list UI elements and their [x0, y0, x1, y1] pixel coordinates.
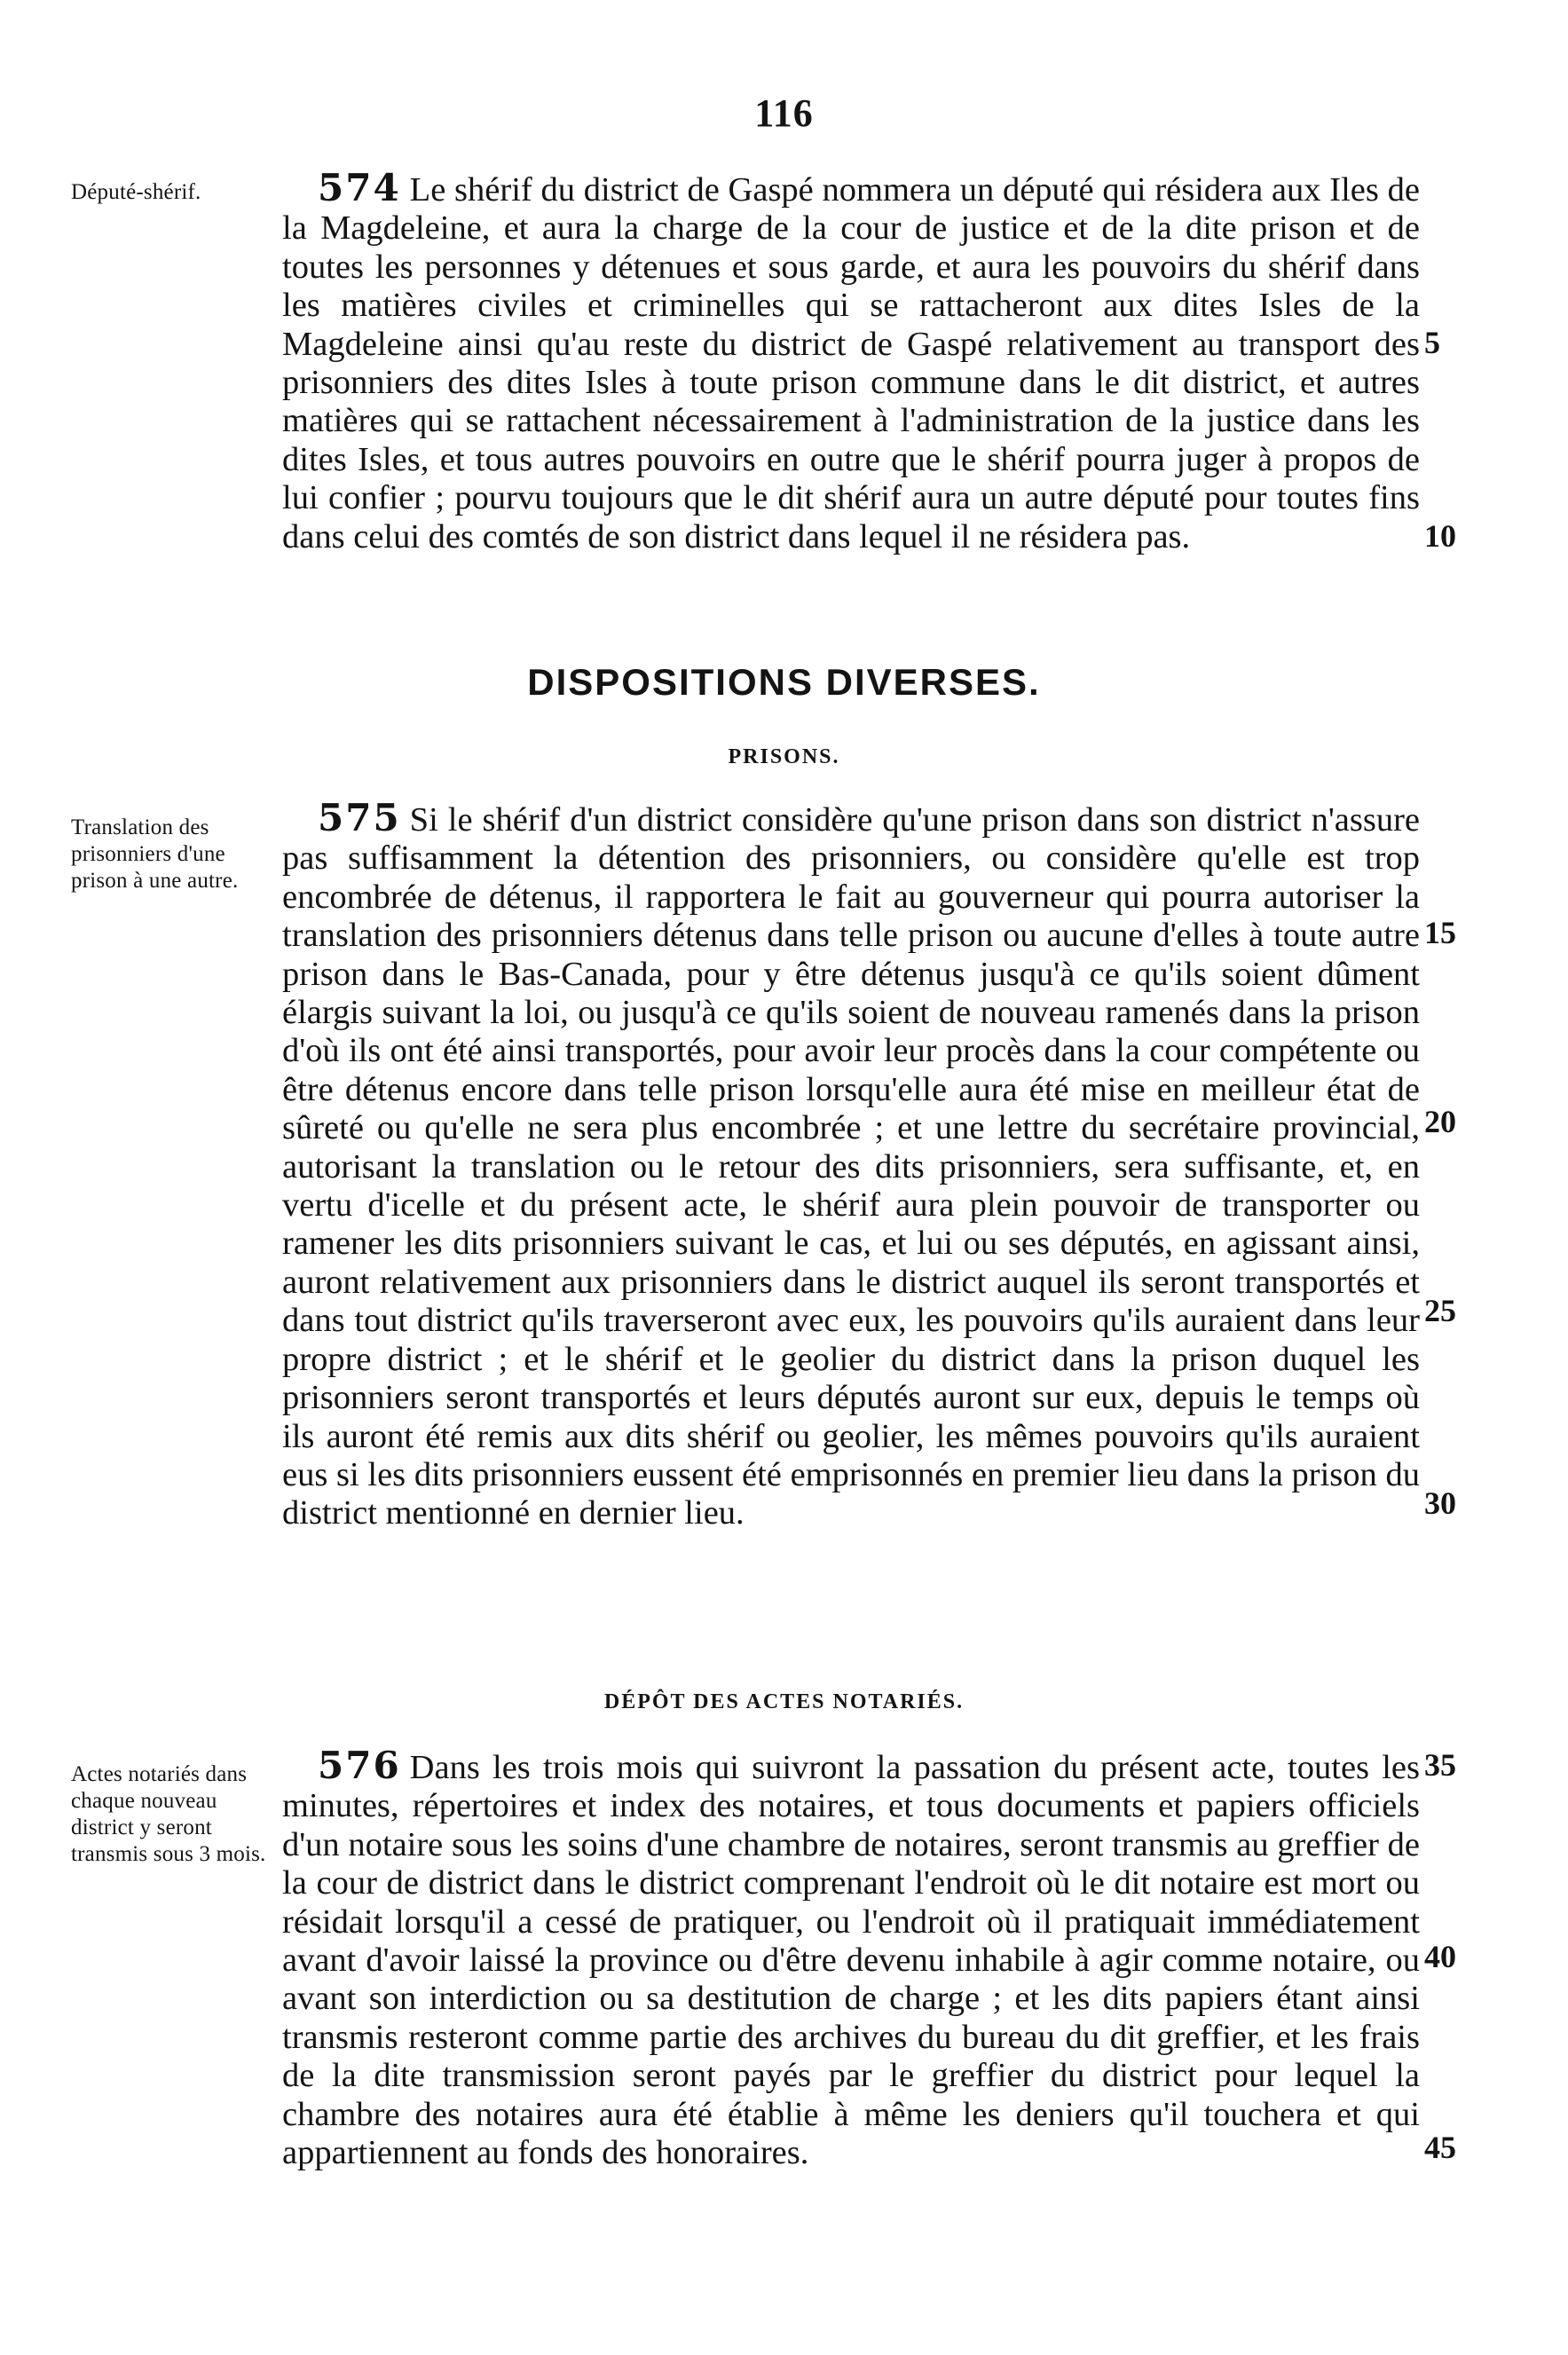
- section-575-body: Si le shérif d'un district considère qu'une prison dans son district n'assure pas suffisamment la détention des prisonniers, ou considère qu'elle est trop encombrée de détenus, il rapportera le fait au gouverneur qui pourra autoriser la translation des prisonniers détenus dans telle prison ou aucune d'elles à toute autre prison dans le Bas-Canada, pour y être détenus jusqu'à ce qu'ils soient dûment élargis suivant la loi, ou jusqu'à ce qu'ils soient de nouveau ramenés dans la prison d'où ils ont été ainsi transportés, pour avoir leur procès dans la cour compétente ou être détenus encore dans telle prison lorsqu'elle aura été mise en meilleur état de sûreté ou qu'elle ne sera plus encombrée ; et une lettre du secrétaire provincial, autorisant la translation ou le retour des dits prisonniers, sera suffisante, et, en vertu d'icelle et du présent acte, le shérif aura plein pouvoir de transporter ou ramener les dits prisonniers suivant le cas, et lui ou ses députés, en agissant ainsi, auront relativement aux prisonniers dans le district auquel ils seront transportés et dans tout district qu'ils traverseront avec eux, les pouvoirs qu'ils auraient dans leur propre district ; et le shérif et le geolier du district dans la prison duquel les prisonniers seront transportés et leurs députés auront sur eux, depuis le temps où ils auront été remis aux dits shérif ou geolier, les mêmes pouvoirs qu'ils auraient eus si les dits prisonniers eussent été emprisonnés en premier lieu dans la prison du district mentionné en dernier lieu.: [282, 801, 1420, 1532]
- line-number: 15: [1424, 915, 1456, 950]
- line-number: 40: [1424, 1939, 1456, 1974]
- heading-depot-actes-notaries: DÉPÔT DES ACTES NOTARIÉS.: [603, 1690, 965, 1713]
- section-574-body: Le shérif du district de Gaspé nommera un député qui résidera aux Iles de la Magdeleine, et aura la charge de la cour de justice et de la dite prison et de toutes les personnes y détenues et sous garde, et aura les pouvoirs du shérif dans les matières civiles et criminelles qui se rattacheront aux dites Isles de la Magdeleine ainsi qu'au reste du district de Gaspé relativement au transport des prisonniers des dites Isles à toute prison commune dans le dit district, et autres matières qui se rattachent nécessairement à l'administration de la justice dans les dites Isles, et tous autres pouvoirs en outre que le shérif pourra juger à propos de lui confier ; pourvu toujours que le dit shérif aura un autre député pour toutes fins dans celui des comtés de son district dans lequel il ne résidera pas.: [282, 171, 1420, 555]
- line-number: 20: [1424, 1104, 1456, 1139]
- section-576-body: Dans les trois mois qui suivront la passation du présent acte, toutes les minutes, répertoires et index des notaires, et tous documents et papiers officiels d'un notaire sous les soins d'une chambre de notaires, seront transmis au greffier de la cour de district dans le district comprenant l'endroit où le dit notaire est mort ou résidait lorsqu'il a cessé de pratiquer, ou l'endroit où il pratiquait immédiatement avant d'avoir laissé la province ou d'être devenu inhabile à agir comme notaire, ou avant son interdiction ou sa destitution de charge ; et les dits papiers étant ainsi transmis resteront comme partie des archives du bureau du dit greffier, et les frais de la dite transmission seront payés par le greffier du district pour lequel la chambre des notaires aura été établie à même les deniers qu'il touchera et qui appartiennent au fonds des honoraires.: [282, 1749, 1420, 2172]
- margin-note-576: Actes notariés dans chaque nouveau district y seront transmis sous 3 mois.: [71, 1762, 266, 1866]
- section-number-574: 574: [318, 166, 401, 209]
- margin-note-574: Député-shérif.: [71, 180, 201, 204]
- section-576: [282, 1746, 1420, 2172]
- page-number: 116: [754, 91, 814, 135]
- section-number-575: 575: [318, 796, 401, 839]
- line-number: 10: [1424, 518, 1456, 554]
- line-number: 5: [1424, 325, 1440, 360]
- line-number: 35: [1424, 1747, 1456, 1783]
- section-576-text: [282, 1746, 1420, 2172]
- section-number-576: 576: [318, 1744, 401, 1787]
- section-575-text: [282, 796, 1420, 1533]
- heading-dispositions-diverses: DISPOSITIONS DIVERSES.: [527, 661, 1041, 703]
- section-575: [282, 796, 1420, 1533]
- line-number: 45: [1424, 2130, 1456, 2165]
- section-574: [282, 166, 1420, 556]
- line-number: 25: [1424, 1293, 1456, 1328]
- section-574-text: [282, 166, 1420, 556]
- line-number: 30: [1424, 1485, 1456, 1521]
- heading-prisons: PRISONS.: [728, 745, 840, 768]
- margin-note-575: Translation des prisonniers d'une prison à une autre.: [71, 815, 239, 893]
